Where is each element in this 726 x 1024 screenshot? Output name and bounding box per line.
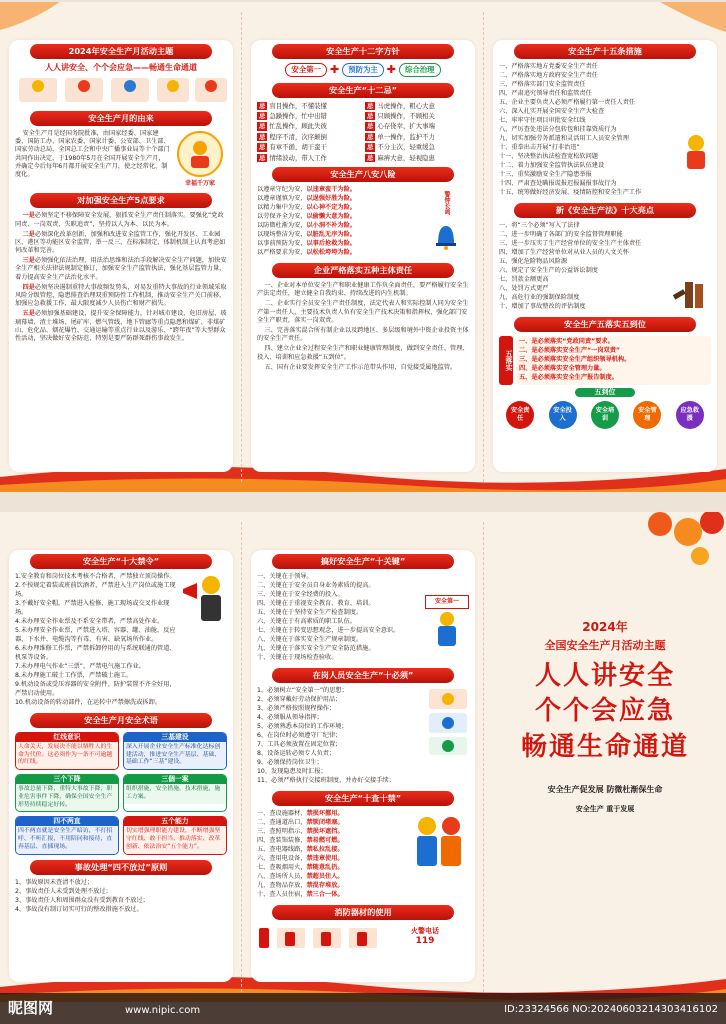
- term-box: 三基建设 深入开展企业安全生产标准化达标创建活动，推进安全生产基层、基础、基础工作“三基”建设。: [123, 732, 227, 770]
- measure-item: 七、牢牢守住项目审批安全红线: [499, 116, 586, 124]
- ban-item: 7.未办理电气作业“三票”，严禁电气施工作业。: [15, 662, 145, 670]
- in-place-circle: 应急救援: [676, 401, 704, 429]
- section-title: 对加强安全生产5点要求: [30, 193, 212, 208]
- measure-item: 三、严格落实部门安全监管责任: [499, 80, 586, 88]
- in-place-circle: 安全投入: [549, 401, 577, 429]
- requirement-item: 三是必须强化依法治理，用法治思维和法治手段解决安全生产问题，加快安全生产相关法律法规制定修订，加强安全生产监管执法，强化基层监管力量，着力提高安全生产法治化水平。: [15, 257, 227, 281]
- principle-item: 3、事故责任人和周围群众没有受到教育不放过；: [15, 896, 149, 904]
- ten-checks-list: [257, 810, 409, 900]
- key-item: 五、关键在于坚持安全生产检查制度。: [257, 608, 363, 616]
- happiness-badge: 幸福千万家: [184, 180, 215, 188]
- bell-icon: [426, 220, 466, 250]
- fire-extinguisher-steps-icons: [257, 924, 407, 952]
- megaphone-worker-icon: [181, 573, 227, 629]
- site-logo: 昵图网: [8, 999, 54, 1017]
- activity-theme-text: 人人讲安全、个个会应急——畅通生命通道: [45, 63, 197, 72]
- safe-risk-item: 以遵章守纪为安，以违章蛮干为险。: [257, 186, 356, 194]
- law-item: 四、增加了生产经营单位对从业人员的人文关怀: [499, 248, 629, 256]
- gavel-books-icon: [671, 272, 711, 312]
- cover-theme: 全国安全生产月活动主题: [544, 638, 666, 652]
- key-item: 二、关键在于安全员自身业务素质的提高。: [257, 581, 375, 589]
- measure-item: 十三、重奖激励安全生产隐患举报: [499, 170, 592, 178]
- worker-illustrations: [15, 76, 231, 104]
- law-item: 八、处罚方式更严: [499, 284, 549, 292]
- in-place-circle: 安全培训: [591, 401, 619, 429]
- measure-item: 六、深入扎实开展全国安全生产大检查: [499, 107, 605, 115]
- responsibility-item: 二、企业实行全员安全生产责任制度，法定代表人和实际控制人同为安全生产第一责任人，主要技术负责人负有安全生产技术决策和指挥权，强化部门安全生产职责，落实一岗双责。: [257, 300, 469, 324]
- key-item: 三、关键在于安全经费的投入。: [257, 590, 344, 598]
- terms-grid: [15, 732, 227, 855]
- check-item: 六、查用电设备，禁违章使用。: [257, 854, 344, 862]
- in-place-circle: 安全管理: [633, 401, 661, 429]
- five-in-place-circles: [499, 401, 711, 429]
- responsibility-item: 四、建立企业全过程安全生产和职业健康管理制度，做到安全责任、管理、投入、培训和应急救援“五到位”。: [257, 345, 469, 361]
- requirement-item: 五是必须加强基础建设，提升安全保障能力，针对城市建设、危旧房屋、玻璃幕墙、渣土堆场、尾矿库、燃气管线、地下管廊等重点隐患和煤矿、非煤矿山、危化品、烟花爆竹、交通运输等重点行业以及游乐、“跨年夜”等大型群众性活动，坚决做好安全防范，特别是要严防群死群伤事故发生。: [15, 310, 227, 342]
- four-not-let-go-list: [15, 879, 227, 915]
- taboo-item: 忌 程序不清，次序颠倒: [259, 132, 327, 141]
- ban-item: 3.不戴好安全帽，严禁进入检修、施工现场或交叉作业现场。: [15, 599, 170, 616]
- cover-slogan-small: 安全生产 重于发展: [575, 805, 635, 814]
- safety-first-sign: 安全第一: [425, 595, 469, 609]
- key-item: 六、关键在于有高素质的职工队伍。: [257, 617, 356, 625]
- must-item: 3、必须严格按照规程操作；: [257, 704, 336, 712]
- responsibility-item: 三、完善落实混合所有制企业以及跨地区、多层级和境外中资企业投资主体的安全生产责任。: [257, 327, 469, 343]
- brochure-outside: [0, 2, 726, 492]
- origin-text: 安全生产月是经国务院批准，由国家经委、国家建委、国防工办、国家农委、国家计委、公安部、卫生部、国家劳动总局、全国总工会和中央广播事业局等十个部门共同作出决定，于1980年5月在全国开展安全生产月，并确定今后每年6月都开展安全生产月，使之经常化、制度化。: [15, 130, 170, 178]
- key-item: 八、关键在于落实安全生产规章制度。: [257, 635, 363, 643]
- principle-item: 4、事故没有制订切实可行的整改措施不放过。: [15, 905, 143, 913]
- key-item: 一、关键在于领导。: [257, 573, 313, 580]
- ban-item: 2.不按规定着装或班前饮酒者，严禁进入生产岗位或施工现场。: [15, 581, 176, 598]
- panel-measures: [484, 2, 726, 492]
- ban-item: 5.未办理安全作业票，严禁进入塔、容器、罐、油舱、反应器、下水井、电缆沟等有毒、有害、缺氧场所作业。: [15, 626, 176, 643]
- requirement-item: 二是必须深化改革创新，加强和改进安全监管工作，强化开发区、工业园区、港区等功能区安全监管，举一反三，在标准制定、体制机制上认真考虑如何改革和完善。: [15, 230, 226, 255]
- section-title: 安全生产五落实五到位: [514, 317, 696, 332]
- safe-risk-item: 以劳保齐全为安，以偷懒大意为险。: [257, 213, 356, 221]
- responsibility-item: 五、国有企业要发挥安全生产工作示范带头作用，自觉接受属地监管。: [264, 363, 457, 371]
- ban-item: 6.未办理维修工作票，严禁拆卸停用的与系统联通的管道、机泵等设备。: [15, 644, 176, 661]
- section-title: 企业严格落实五种主体责任: [272, 263, 454, 278]
- must-item: 11、必须严格执行交接班制度，并办好交接手续；: [257, 776, 395, 784]
- measure-item: 四、严肃追究领导责任和监管责任: [499, 89, 592, 97]
- section-title: 安全生产“十大禁令”: [30, 554, 212, 569]
- must-item: 7、工具必须放置在固定位置；: [257, 740, 342, 748]
- must-item: 6、在岗位时必须遵守厂纪律；: [257, 731, 342, 739]
- must-item: 1、必须树立“安全第一”的思想；: [257, 686, 348, 694]
- image-id: ID:23324566 NO:20240603214303416102: [504, 1004, 718, 1015]
- safe-risk-item: 以事前预防为安，以事后抢救为险。: [257, 240, 356, 248]
- safe-risk-item: 以防微杜渐为安，以小洞不补为险。: [257, 222, 356, 230]
- implement-item: 三、是必须落实安全生产组织领导机构。: [519, 355, 631, 363]
- safety-worker-icon: [681, 133, 711, 173]
- taboo-item: 忌 忙乱操作，顾此失彼: [259, 122, 327, 131]
- implement-item: 一、是必须落实“党政同责”要求。: [519, 337, 614, 345]
- five-implement-list: [516, 336, 711, 385]
- twelve-taboos-list: [257, 102, 469, 163]
- law-item: 一、将“三个必须”写入了法律: [499, 221, 580, 229]
- sign-worker-icon: [427, 609, 467, 649]
- must-item: 9、必须保持岗位卫生；: [257, 758, 323, 766]
- must-item: 8、设备运转必须专人负责；: [257, 749, 336, 757]
- measure-item: 十二、着力加强安全监管执法队伍建设: [499, 161, 605, 169]
- term-box: 四不两直 四不两直就是安全生产暗访，不打招呼、不听汇报，不用陪同和接待，直奔基层、直插现场。: [15, 816, 119, 854]
- must-item: 4、必须服从领导指挥；: [257, 713, 323, 721]
- check-item: 七、查吸烟用火，禁随意乱扔。: [257, 863, 344, 871]
- motto-pill: 预防为主: [342, 63, 384, 77]
- section-title: 消防器材的使用: [272, 905, 454, 920]
- principle-item: 1、事故原因未查清不放过；: [15, 878, 94, 886]
- responsibility-item: 一、企业对本单位安全生产和职业健康工作负全面责任，要严格履行安全生产法定责任，建立健全自我约束、持续改进的内生机制。: [257, 282, 469, 298]
- taboo-item: 忌 急躁操作，忙中出错: [259, 111, 327, 120]
- maple-leaves-decor: [600, 512, 726, 582]
- section-title: 安全生产月安全术语: [30, 713, 212, 728]
- ten-bans-list: [15, 573, 181, 708]
- alarm-bell-text: 警钟长鸣: [442, 191, 450, 216]
- section-title: 搞好安全生产“十关键”: [272, 554, 454, 569]
- brochure-inside: [0, 512, 726, 1002]
- implement-item: 二、是必须落实安全生产“一岗双责”: [519, 346, 620, 354]
- ban-item: 1.安全教育和岗位技术考核不合格者，严禁独立顶岗操作。: [15, 573, 176, 580]
- fire-alarm-label: 火警电话: [411, 926, 439, 935]
- eight-safe-risk-list: [257, 186, 423, 258]
- term-box: 五个能力 切实增强理职能力建设，不断增强坚守红线、敢于担当、推动落实、改革创新、依法治安“五个能力”。: [123, 816, 227, 854]
- implement-item: 四、是必须落实安全管理力量。: [519, 364, 606, 372]
- panel-guidelines: [242, 2, 484, 492]
- section-title: 安全生产“十查十禁”: [272, 791, 454, 806]
- safe-risk-item: 以严格要求为安，以松松垮垮为险。: [257, 249, 356, 257]
- motto-pill: 综合治理: [399, 63, 441, 77]
- law-item: 三、进一步压实了生产经营单位的安全生产主体责任: [499, 239, 642, 247]
- twelve-word-guideline: 安全第一 ✚ 预防为主 ✚ 综合治理: [257, 63, 469, 78]
- check-item: 五、查电器线路，禁私拉乱接。: [257, 845, 344, 853]
- panel-ten-bans: [0, 512, 242, 1002]
- cover-headline: 畅通生命通道: [520, 731, 689, 762]
- ban-item: 10.机动设备的转动部件，在运转中严禁擦洗或拆卸。: [15, 698, 161, 706]
- measure-item: 九、切实加强劳务派遣和灵活用工人员安全管理: [499, 134, 629, 142]
- measure-item: 八、严厉查处违法分包转包和挂靠资质行为: [499, 125, 617, 133]
- cover-headline: 个个会应急: [534, 696, 675, 727]
- term-box: 三个下降 事故总量下降，重特大事故下降，职业危害事件下降，确保全国安全生产形势持续稳定好转。: [15, 774, 119, 812]
- must-item: 5、必须熟悉本岗位的工作环境；: [257, 722, 348, 730]
- measure-item: 二、严格落实地方政府安全生产责任: [499, 71, 598, 79]
- panel-activity-theme: [0, 2, 242, 492]
- taboo-item: 忌 麻痹大意，轻视隐患: [367, 153, 435, 162]
- key-item: 十、关键在于现场检查验收。: [257, 653, 338, 661]
- ban-item: 4.未办理安全作业票及不系安全带者，严禁高处作业。: [15, 617, 164, 625]
- watermark-bar: [0, 993, 726, 1024]
- check-item: 十、查人员住宿，禁三合一体。: [257, 890, 344, 898]
- law-item: 六、规定了安全生产的公益诉讼制度: [499, 266, 598, 274]
- law-item: 二、进一步明确了各部门的安全监督管理职能: [499, 230, 623, 238]
- taboo-item: 忌 不分主次，轻重缓急: [367, 143, 435, 152]
- safe-risk-item: 以精力集中为安，以心神不定为险。: [257, 204, 356, 212]
- law-item: 七、罚款金额更高: [499, 275, 549, 283]
- section-title: 安全生产八安八险: [272, 167, 454, 182]
- must-item: 10、发现隐患及时汇报；: [257, 767, 327, 775]
- safe-risk-item: 以遵章谨慎为安，以逞强好胜为险。: [257, 195, 356, 203]
- law-highlights-list: [499, 222, 671, 312]
- section-title: 安全生产月的由来: [30, 111, 212, 126]
- term-box: 红线意识 人命关天，发展决不能以牺牲人的生命为代价。这必须作为一条不可逾越的红线。: [15, 732, 119, 770]
- measure-item: 五、企业主要负责人必须严格履行第一责任人责任: [499, 98, 636, 106]
- taboo-item: 忌 盲目操作，不懂装懂: [259, 101, 327, 110]
- two-workers-icon: [409, 810, 469, 880]
- motto-pill: 安全第一: [285, 63, 327, 77]
- measure-item: 十、重拳出击开展“打非治违”: [499, 143, 580, 151]
- check-item: 一、查设施器材，禁损坏挪用。: [257, 809, 344, 817]
- section-title: 新《安全生产法》十大亮点: [514, 203, 696, 218]
- five-implement-label: 五落实: [499, 336, 513, 385]
- taboo-item: 忌 单一操作，监护不力: [367, 132, 435, 141]
- ban-item: 8.未办理施工破土工作票，严禁破土施工。: [15, 671, 133, 679]
- in-place-circle: 安全责任: [506, 401, 534, 429]
- section-title: 2024年安全生产月活动主题: [30, 44, 212, 59]
- requirement-item: 四是必须坚决遏制重特大事故频发势头，对易发重特大事故的行业领域采取风险分级管控、隐患排查治理双重预防性工作机制，推动安全生产关口前移，加强应急救援工作，最大限度减少人员伤亡和财产损失。: [15, 283, 227, 308]
- ban-item: 9.机动设备或受压容器的安全附件、防护装置不齐全好用，严禁启动使用。: [15, 680, 176, 697]
- ppe-icons: [427, 687, 469, 757]
- key-item: 九、关键在于落实安全生产安全防范措施。: [257, 644, 375, 652]
- measure-item: 十一、坚决整治执法检查宽松软问题: [499, 152, 598, 160]
- taboo-item: 忌 马虎操作，粗心大意: [367, 101, 435, 110]
- key-item: 四、关键在于重视安全教育、教育、培训。: [257, 599, 375, 607]
- key-item: 七、关键在于转变思想观念，进一步提高安全意识。: [257, 626, 400, 634]
- taboo-item: 忌 情绪波动，带人工作: [259, 153, 327, 162]
- requirement-item: 一是必须坚定不移保障安全发展，狠抓安全生产责任制落实。要强化“党政同责、一岗双责、失职追责”，坚持以人为本、以民为本。: [15, 212, 224, 228]
- must-item: 2、必须穿戴好劳动保护用品；: [257, 695, 342, 703]
- cover-year: 2024年: [582, 620, 628, 634]
- section-title: 安全生产“十二忌”: [272, 83, 454, 98]
- section-title: 安全生产十五条措施: [514, 44, 696, 59]
- section-title: 安全生产十二字方针: [272, 44, 454, 59]
- law-item: 十、增加了事故整改的评估制度: [499, 302, 586, 310]
- check-item: 四、查装饰装修，禁易燃可燃。: [257, 836, 344, 844]
- check-item: 八、查场所人员，禁超员住人。: [257, 872, 344, 880]
- check-item: 九、查物品存放，禁混存堆放。: [257, 881, 344, 889]
- law-item: 九、高危行业的强制保险制度: [499, 293, 580, 301]
- check-item: 三、查照明指示，禁损坏遮挡。: [257, 827, 344, 835]
- ten-musts-list: [257, 687, 427, 786]
- five-in-place-label: 五到位: [575, 388, 635, 397]
- check-item: 二、查通道出口，禁锁闭堵塞。: [257, 818, 344, 826]
- safety-production-icon: [174, 130, 226, 178]
- safe-risk-item: 以现场整洁为安，以脏乱无序为险。: [257, 231, 356, 239]
- ten-keys-list: [257, 573, 425, 663]
- measure-item: 一、严格落实地方党委安全生产责任: [499, 63, 598, 70]
- term-box: 三個一案 组织措施，安全措施，技术措施，施工方案。: [123, 774, 227, 812]
- section-title: 在岗人员安全生产“十必须”: [272, 668, 454, 683]
- taboo-item: 忌 心存侥幸，扩大事端: [367, 122, 435, 131]
- section-title: 事故处理“四不放过”原则: [30, 860, 212, 875]
- cover-headline: 人人讲安全: [534, 661, 675, 692]
- law-item: 五、强化危险物品风险源: [499, 257, 568, 265]
- principle-item: 2、事故责任人未受到处理不放过；: [15, 887, 112, 895]
- cover-slogan: 安全生产促发展 防微杜渐保生命: [547, 784, 663, 794]
- taboo-item: 忌 有章不循，胡干蛮干: [259, 143, 327, 152]
- implement-item: 五、是必须落实安全生产报告制度。: [519, 373, 618, 381]
- cover-masthead: [500, 620, 710, 814]
- measure-item: 十四、严肃查处瞒报谎报迟报漏报事故行为: [499, 179, 617, 187]
- measure-item: 十五、统筹做好经济发展、疫情防控和安全生产工作: [499, 188, 642, 196]
- fire-alarm-number: 119: [415, 936, 435, 947]
- panel-ten-keys: [242, 512, 484, 1002]
- taboo-item: 忌 只顾操作，不顾相关: [367, 111, 435, 120]
- site-url: www.nipic.com: [125, 1005, 201, 1016]
- fifteen-measures-list: [499, 63, 681, 198]
